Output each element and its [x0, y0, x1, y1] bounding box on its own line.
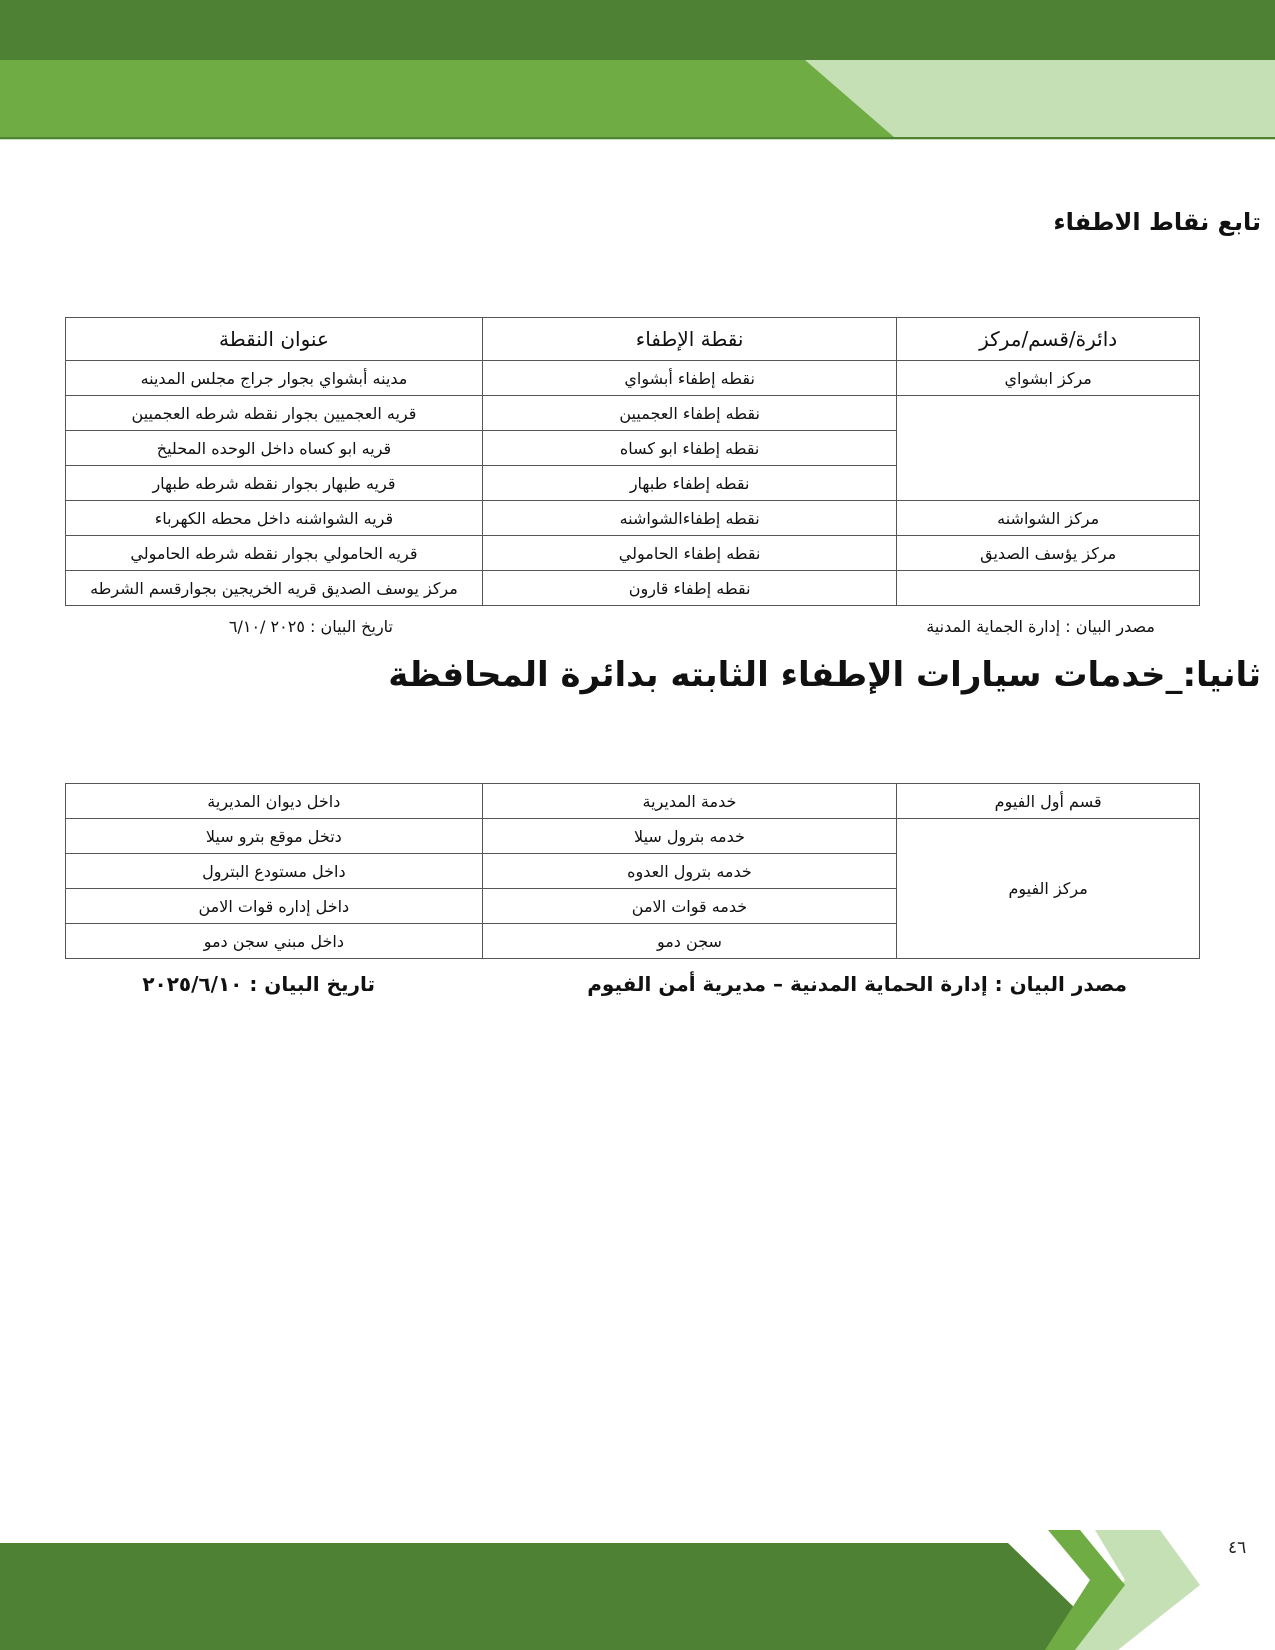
page-number: ٤٦ [1228, 1538, 1247, 1558]
address-cell: قريه الحامولي بجوار نقطه شرطه الحامولي [66, 536, 483, 571]
section2-source: مصدر البيان : إدارة الحماية المدنية – مديرية أمن الفيوم [587, 972, 1127, 996]
section1-source: مصدر البيان : إدارة الجماية المدنية [926, 617, 1155, 636]
location-cell: داخل مبني سجن دمو [66, 924, 483, 959]
service-cell: خدمه بترول العدوه [482, 854, 897, 889]
table-header-row [66, 318, 1200, 361]
location-cell: دتخل موقع بترو سيلا [66, 819, 483, 854]
service-cell: خدمة المديرية [482, 784, 897, 819]
address-cell: قريه العجميين بجوار نقطه شرطه العجميين [66, 396, 483, 431]
district-cell: مركز الشواشنه [897, 501, 1200, 536]
address-cell: قريه الشواشنه داخل محطه الكهرباء [66, 501, 483, 536]
table-row [66, 396, 1200, 431]
table-row [66, 819, 1200, 854]
address-cell: مدينه أبشواي بجوار جراج مجلس المدينه [66, 361, 483, 396]
table-row [66, 501, 1200, 536]
section2-date: تاريخ البيان : ٢٠٢٥/٦/١٠ [142, 972, 375, 996]
header-banner [0, 0, 1275, 140]
service-cell: خدمه بترول سيلا [482, 819, 897, 854]
header-mid-stripe [0, 60, 895, 138]
address-cell: قريه طبهار بجوار نقطه شرطه طبهار [66, 466, 483, 501]
header-dark-stripe [0, 0, 1275, 60]
point-cell: نقطه إطفاء طبهار [482, 466, 896, 501]
district-cell: مركز يؤسف الصديق [897, 536, 1200, 571]
table-row [66, 361, 1200, 396]
location-cell: داخل إداره قوات الامن [66, 889, 483, 924]
point-cell: نقطه إطفاء قارون [482, 571, 896, 606]
footer-banner [0, 1530, 1275, 1650]
section2-title: ثانيا:_خدمات سيارات الإطفاء الثابته بدائرة المحافظة [388, 655, 1261, 695]
district-cell: قسم أول الفيوم [897, 784, 1200, 819]
header-point: نقطة الإطفاء [482, 318, 896, 361]
address-cell: مركز يوسف الصديق قريه الخريجين بجوارقسم الشرطه [66, 571, 483, 606]
header-district: دائرة/قسم/مركز [897, 318, 1200, 361]
fire-points-table [65, 317, 1200, 606]
district-cell: مركز ابشواي [897, 361, 1200, 396]
point-cell: نقطه إطفاءالشواشنه [482, 501, 896, 536]
point-cell: نقطه إطفاء أبشواي [482, 361, 896, 396]
header-address: عنوان النقطة [66, 318, 483, 361]
section1-title: تابع نقاط الاطفاء [1053, 208, 1261, 236]
address-cell: قريه ابو كساه داخل الوحده المحليخ [66, 431, 483, 466]
district-cell: مركز الفيوم [897, 819, 1200, 959]
section1-date: تاريخ البيان : ٢٠٢٥ /٦/١٠ [228, 617, 393, 636]
service-cell: سجن دمو [482, 924, 897, 959]
location-cell: داخل مستودع البترول [66, 854, 483, 889]
point-cell: نقطه إطفاء ابو كساه [482, 431, 896, 466]
service-cell: خدمه قوات الامن [482, 889, 897, 924]
district-cell [897, 571, 1200, 606]
location-cell: داخل ديوان المديرية [66, 784, 483, 819]
point-cell: نقطه إطفاء العجميين [482, 396, 896, 431]
table-header-row [66, 784, 1200, 819]
table-row [66, 571, 1200, 606]
point-cell: نقطه إطفاء الحامولي [482, 536, 896, 571]
table-row [66, 536, 1200, 571]
fire-services-table [65, 783, 1200, 959]
district-cell [897, 396, 1200, 501]
